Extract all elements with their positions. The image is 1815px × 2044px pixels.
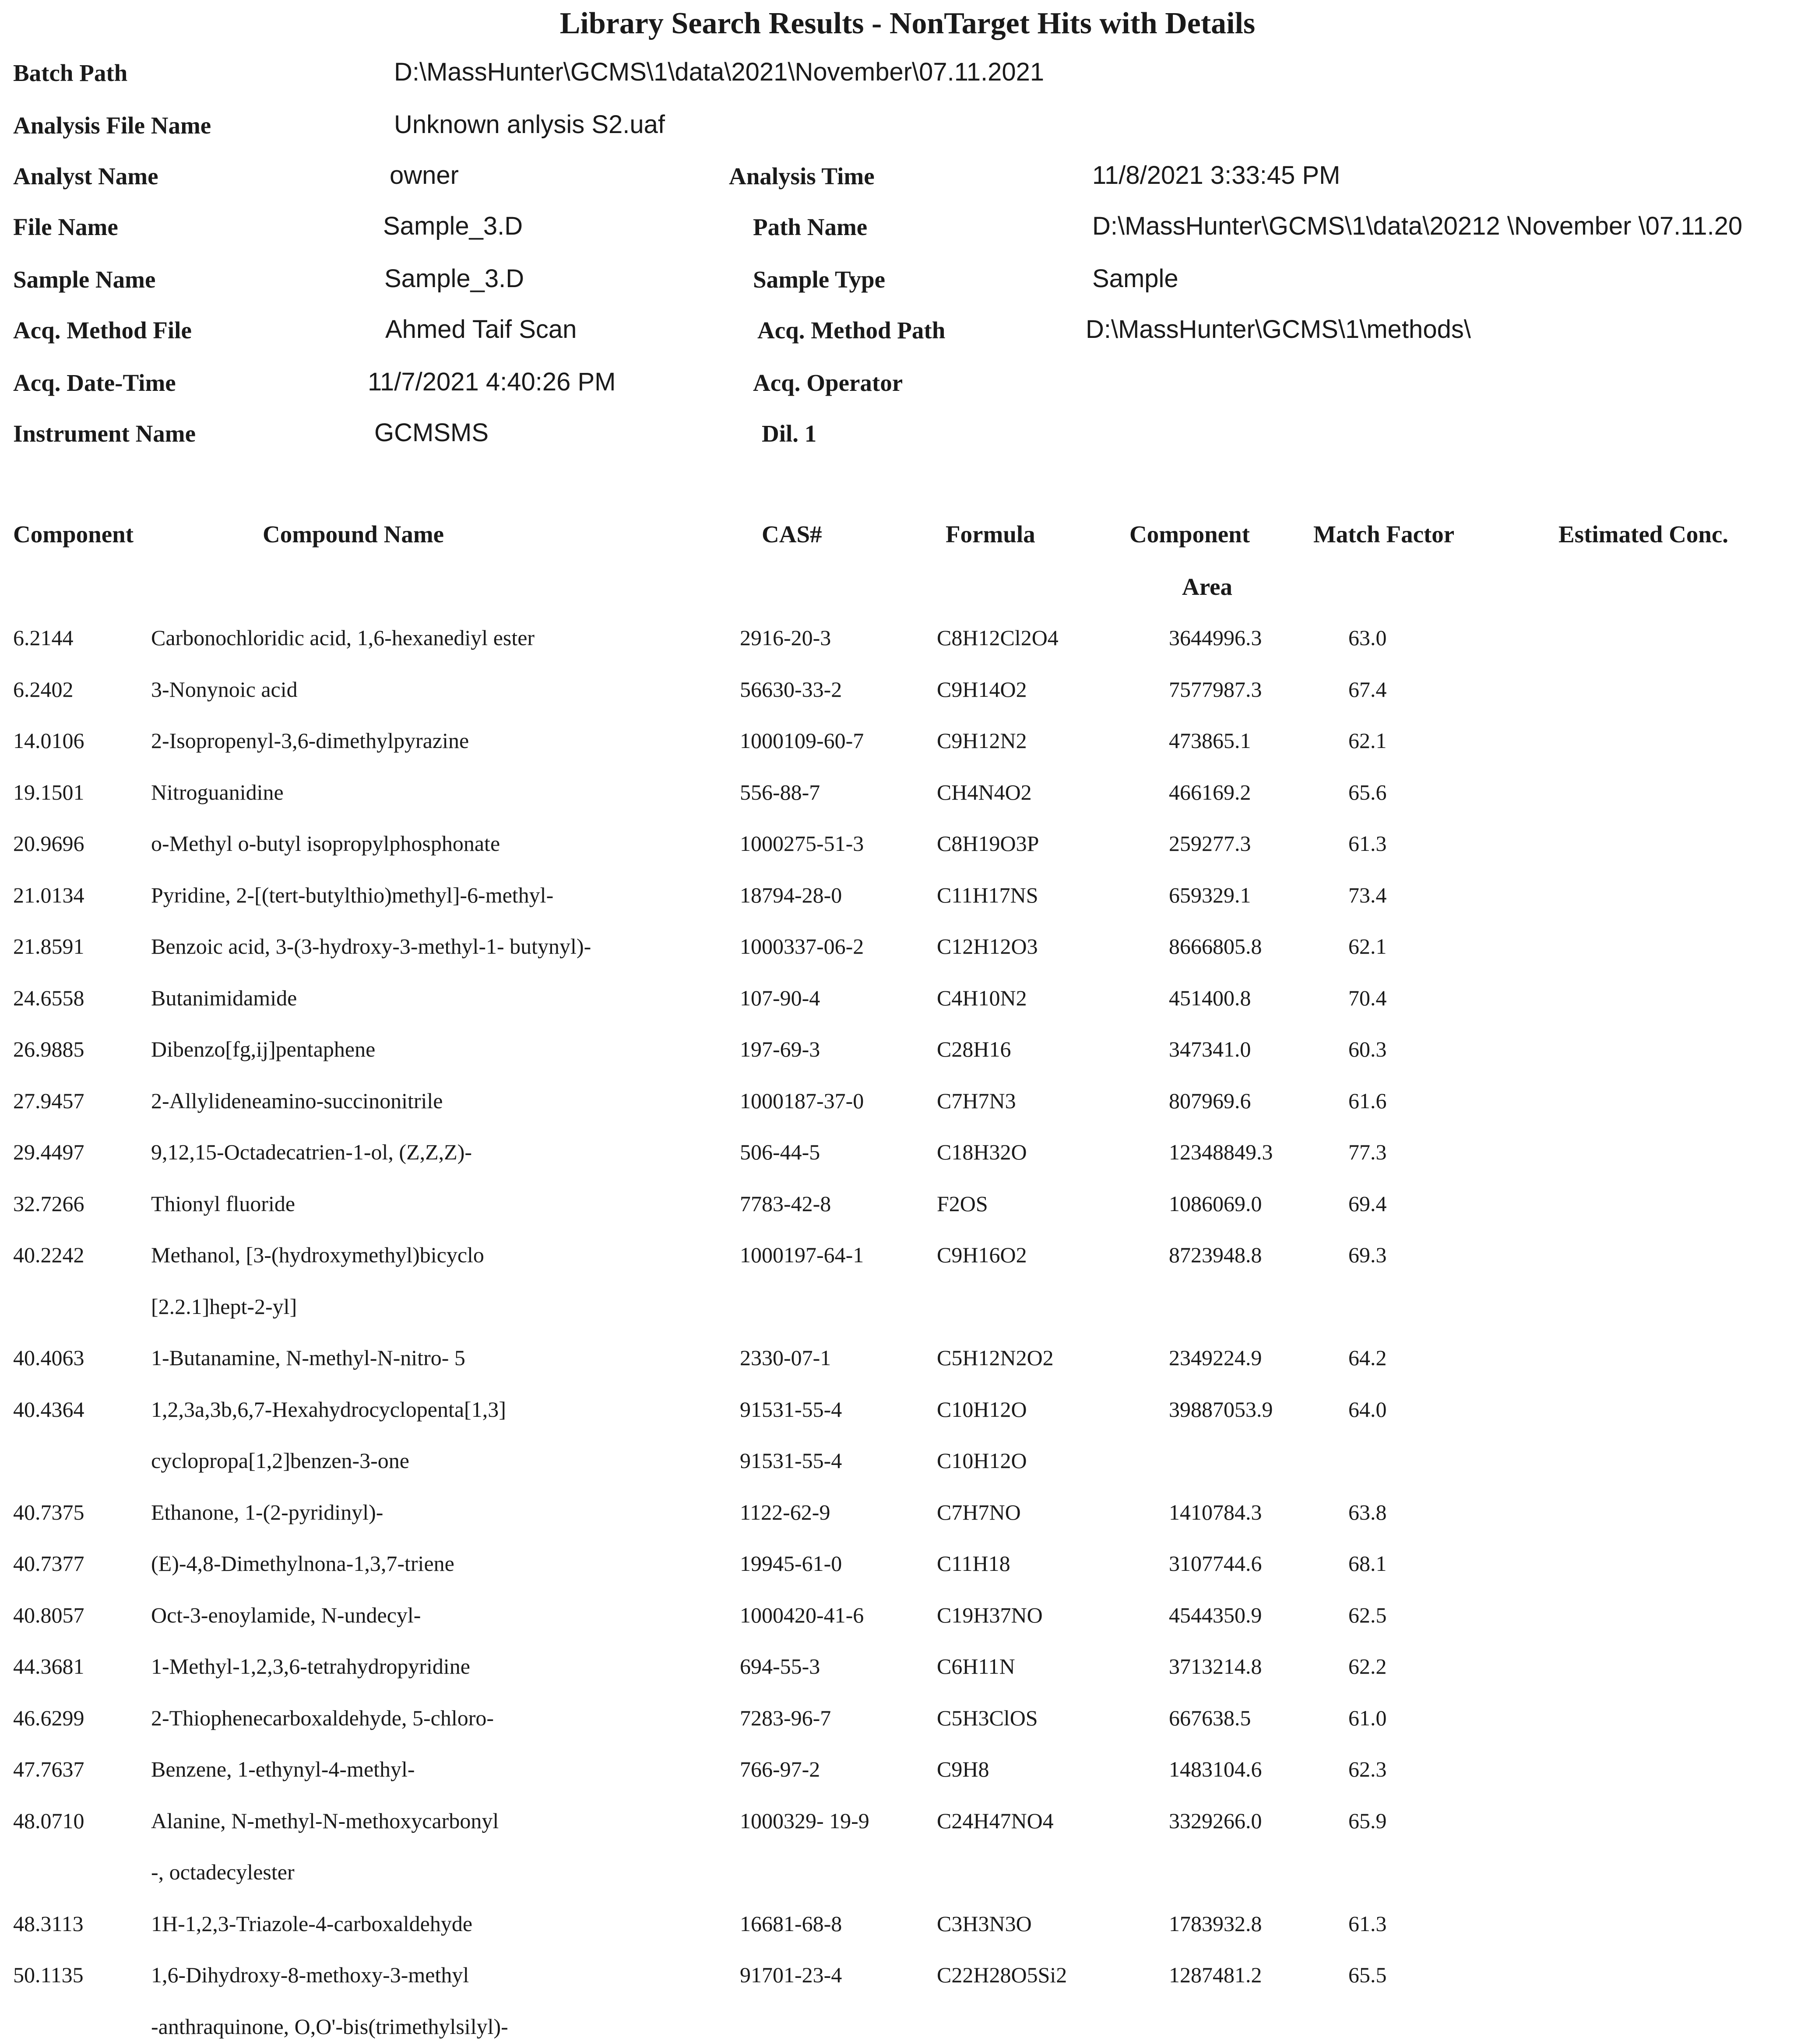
header-cas: CAS# (762, 521, 822, 548)
cell-cas: 91531-55-4 (740, 1397, 842, 1422)
cell-retention-time: 47.7637 (13, 1757, 84, 1781)
cell-area: 451400.8 (1169, 986, 1251, 1010)
sample-type-label: Sample Type (753, 266, 886, 293)
cell-cas: 16681-68-8 (740, 1911, 842, 1936)
cell-area: 3329266.0 (1169, 1809, 1262, 1833)
cell-retention-time: 40.4364 (13, 1397, 84, 1422)
file-name-label: File Name (13, 214, 118, 240)
cell-area: 4544350.9 (1169, 1603, 1262, 1627)
cell-cas: 1000337-06-2 (740, 934, 864, 959)
cell-area: 8666805.8 (1169, 934, 1262, 959)
cell-formula: C28H16 (937, 1037, 1011, 1061)
cell-cas: 1000109-60-7 (740, 728, 864, 753)
cell-compound-name: 1,2,3a,3b,6,7-Hexahydrocyclopenta[1,3] (151, 1397, 506, 1422)
header-area: Area (1182, 573, 1233, 600)
cell-formula: C24H47NO4 (937, 1809, 1054, 1833)
batch-path-value: D:\MassHunter\GCMS\1\data\2021\November\07.11.2021 (394, 58, 1045, 86)
cell-match-factor: 69.4 (1348, 1191, 1387, 1216)
cell-retention-time: 19.1501 (13, 780, 84, 804)
cell-retention-time: 40.7377 (13, 1551, 84, 1576)
cell-match-factor: 61.0 (1348, 1706, 1387, 1730)
analyst-label: Analyst Name (13, 163, 158, 190)
analyst-value: owner (390, 161, 459, 190)
cell-compound-name: Benzene, 1-ethynyl-4-methyl- (151, 1757, 415, 1781)
header-component-area: Component (1129, 521, 1250, 548)
header-estimated-conc: Estimated Conc. (1558, 521, 1729, 548)
analysis-file-value: Unknown anlysis S2.uaf (394, 110, 665, 139)
cell-compound-name: 2-Allylideneamino-succinonitrile (151, 1089, 443, 1113)
cell-match-factor: 61.3 (1348, 1911, 1387, 1936)
cell-area: 2349224.9 (1169, 1345, 1262, 1370)
cell-cas: 766-97-2 (740, 1757, 820, 1781)
cell-retention-time: 46.6299 (13, 1706, 84, 1730)
cell-formula: C7H7N3 (937, 1089, 1016, 1113)
cell-formula: C5H12N2O2 (937, 1345, 1054, 1370)
cell-area: 473865.1 (1169, 728, 1251, 753)
cell-compound-name: Butanimidamide (151, 986, 297, 1010)
cell-cas: 91531-55-4 (740, 1448, 842, 1473)
analysis-file-label: Analysis File Name (13, 112, 211, 139)
cell-compound-name: 1,6-Dihydroxy-8-methoxy-3-methyl (151, 1963, 469, 1987)
cell-cas: 7283-96-7 (740, 1706, 831, 1730)
cell-match-factor: 67.4 (1348, 677, 1387, 702)
cell-compound-name: 1-Methyl-1,2,3,6-tetrahydropyridine (151, 1654, 470, 1679)
cell-cas: 506-44-5 (740, 1140, 820, 1164)
cell-cas: 19945-61-0 (740, 1551, 842, 1576)
cell-area: 1783932.8 (1169, 1911, 1262, 1936)
cell-compound-name: Dibenzo[fg,ij]pentaphene (151, 1037, 376, 1061)
cell-formula: C3H3N3O (937, 1911, 1032, 1936)
cell-formula: C6H11N (937, 1654, 1015, 1679)
cell-cas: 694-55-3 (740, 1654, 820, 1679)
cell-compound-name: 2-Isopropenyl-3,6-dimethylpyrazine (151, 728, 469, 753)
cell-cas: 2330-07-1 (740, 1345, 831, 1370)
cell-area: 1287481.2 (1169, 1963, 1262, 1987)
cell-area: 347341.0 (1169, 1037, 1251, 1061)
cell-match-factor: 73.4 (1348, 883, 1387, 907)
cell-compound-name: cyclopropa[1,2]benzen-3-one (151, 1448, 409, 1473)
cell-formula: C11H17NS (937, 883, 1038, 907)
cell-retention-time: 14.0106 (13, 728, 84, 753)
cell-match-factor: 64.2 (1348, 1345, 1387, 1370)
cell-area: 1483104.6 (1169, 1757, 1262, 1781)
cell-match-factor: 65.6 (1348, 780, 1387, 804)
cell-cas: 7783-42-8 (740, 1191, 831, 1216)
cell-compound-name: 1-Butanamine, N-methyl-N-nitro- 5 (151, 1345, 465, 1370)
cell-formula: C8H19O3P (937, 831, 1039, 856)
cell-retention-time: 40.7375 (13, 1500, 84, 1524)
cell-compound-name: -, octadecylester (151, 1860, 295, 1884)
cell-formula: C8H12Cl2O4 (937, 625, 1059, 650)
cell-formula: F2OS (937, 1191, 988, 1216)
acq-method-file-value: Ahmed Taif Scan (385, 315, 577, 344)
cell-cas: 197-69-3 (740, 1037, 820, 1061)
cell-compound-name: Oct-3-enoylamide, N-undecyl- (151, 1603, 421, 1627)
cell-formula: C9H14O2 (937, 677, 1027, 702)
sample-name-value: Sample_3.D (384, 264, 524, 293)
file-name-value: Sample_3.D (383, 212, 523, 240)
instrument-value: GCMSMS (374, 418, 489, 447)
cell-compound-name: 1H-1,2,3-Triazole-4-carboxaldehyde (151, 1911, 473, 1936)
header-match-factor: Match Factor (1313, 521, 1455, 548)
acq-method-file-label: Acq. Method File (13, 317, 192, 344)
cell-match-factor: 62.1 (1348, 728, 1387, 753)
cell-match-factor: 62.5 (1348, 1603, 1387, 1627)
cell-cas: 1000275-51-3 (740, 831, 864, 856)
acq-datetime-value: 11/7/2021 4:40:26 PM (368, 368, 616, 396)
cell-area: 466169.2 (1169, 780, 1251, 804)
cell-match-factor: 62.2 (1348, 1654, 1387, 1679)
cell-compound-name: 3-Nonynoic acid (151, 677, 298, 702)
analysis-time-value: 11/8/2021 3:33:45 PM (1092, 161, 1340, 190)
cell-formula: CH4N4O2 (937, 780, 1032, 804)
cell-match-factor: 65.9 (1348, 1809, 1387, 1833)
cell-formula: C10H12O (937, 1397, 1027, 1422)
cell-compound-name: Ethanone, 1-(2-pyridinyl)- (151, 1500, 383, 1524)
acq-operator-label: Acq. Operator (753, 369, 903, 396)
cell-match-factor: 60.3 (1348, 1037, 1387, 1061)
cell-retention-time: 50.1135 (13, 1963, 84, 1987)
cell-formula: C5H3ClOS (937, 1706, 1038, 1730)
cell-compound-name: Pyridine, 2-[(tert-butylthio)methyl]-6-methyl- (151, 883, 554, 907)
cell-formula: C9H16O2 (937, 1243, 1027, 1267)
cell-retention-time: 24.6558 (13, 986, 84, 1010)
cell-area: 3713214.8 (1169, 1654, 1262, 1679)
cell-compound-name: Carbonochloridic acid, 1,6-hexanediyl ester (151, 625, 535, 650)
cell-compound-name: -anthraquinone, O,O'-bis(trimethylsilyl)- (151, 2014, 508, 2039)
cell-match-factor: 68.1 (1348, 1551, 1387, 1576)
cell-compound-name: Methanol, [3-(hydroxymethyl)bicyclo (151, 1243, 484, 1267)
cell-formula: C12H12O3 (937, 934, 1038, 959)
cell-area: 12348849.3 (1169, 1140, 1273, 1164)
cell-compound-name: 9,12,15-Octadecatrien-1-ol, (Z,Z,Z)- (151, 1140, 472, 1164)
cell-retention-time: 48.3113 (13, 1911, 84, 1936)
cell-formula: C10H12O (937, 1448, 1027, 1473)
cell-compound-name: Nitroguanidine (151, 780, 284, 804)
cell-compound-name: o-Methyl o-butyl isopropylphosphonate (151, 831, 500, 856)
cell-area: 8723948.8 (1169, 1243, 1262, 1267)
cell-area: 259277.3 (1169, 831, 1251, 856)
cell-match-factor: 70.4 (1348, 986, 1387, 1010)
cell-formula: C22H28O5Si2 (937, 1963, 1067, 1987)
cell-compound-name: (E)-4,8-Dimethylnona-1,3,7-triene (151, 1551, 454, 1576)
sample-name-label: Sample Name (13, 266, 156, 293)
cell-compound-name: Alanine, N-methyl-N-methoxycarbonyl (151, 1809, 499, 1833)
path-name-value: D:\MassHunter\GCMS\1\data\20212 \November \07.11.20 (1092, 212, 1743, 240)
cell-match-factor: 69.3 (1348, 1243, 1387, 1267)
cell-area: 7577987.3 (1169, 677, 1262, 702)
cell-cas: 18794-28-0 (740, 883, 842, 907)
cell-match-factor: 64.0 (1348, 1397, 1387, 1422)
instrument-label: Instrument Name (13, 420, 196, 447)
cell-compound-name: Thionyl fluoride (151, 1191, 295, 1216)
cell-area: 807969.6 (1169, 1089, 1251, 1113)
header-component: Component (13, 521, 134, 548)
cell-formula: C18H32O (937, 1140, 1027, 1164)
cell-area: 667638.5 (1169, 1706, 1251, 1730)
cell-cas: 1000420-41-6 (740, 1603, 864, 1627)
cell-retention-time: 40.4063 (13, 1345, 84, 1370)
cell-retention-time: 20.9696 (13, 831, 84, 856)
cell-area: 659329.1 (1169, 883, 1251, 907)
cell-formula: C9H12N2 (937, 728, 1027, 753)
sample-type-value: Sample (1092, 264, 1178, 293)
cell-area: 39887053.9 (1169, 1397, 1273, 1422)
cell-cas: 2916-20-3 (740, 625, 831, 650)
batch-path-label: Batch Path (13, 60, 128, 86)
acq-datetime-label: Acq. Date-Time (13, 369, 176, 396)
cell-retention-time: 21.0134 (13, 883, 84, 907)
cell-area: 1410784.3 (1169, 1500, 1262, 1524)
path-name-label: Path Name (753, 214, 868, 240)
cell-match-factor: 62.3 (1348, 1757, 1387, 1781)
cell-formula: C19H37NO (937, 1603, 1043, 1627)
cell-cas: 1122-62-9 (740, 1500, 830, 1524)
cell-area: 3107744.6 (1169, 1551, 1262, 1576)
acq-method-path-value: D:\MassHunter\GCMS\1\methods\ (1086, 315, 1471, 344)
cell-match-factor: 63.8 (1348, 1500, 1387, 1524)
cell-match-factor: 62.1 (1348, 934, 1387, 959)
header-compound-name: Compound Name (263, 521, 444, 548)
cell-cas: 91701-23-4 (740, 1963, 842, 1987)
cell-formula: C7H7NO (937, 1500, 1021, 1524)
cell-retention-time: 32.7266 (13, 1191, 84, 1216)
cell-area: 3644996.3 (1169, 625, 1262, 650)
cell-match-factor: 65.5 (1348, 1963, 1387, 1987)
cell-retention-time: 48.0710 (13, 1809, 84, 1833)
cell-match-factor: 63.0 (1348, 625, 1387, 650)
cell-retention-time: 27.9457 (13, 1089, 84, 1113)
cell-retention-time: 26.9885 (13, 1037, 84, 1061)
cell-cas: 1000329- 19-9 (740, 1809, 869, 1833)
acq-method-path-label: Acq. Method Path (757, 317, 946, 344)
dilution-label: Dil. 1 (762, 420, 817, 447)
cell-retention-time: 40.8057 (13, 1603, 84, 1627)
analysis-time-label: Analysis Time (729, 163, 875, 190)
cell-cas: 1000197-64-1 (740, 1243, 864, 1267)
report-title: Library Search Results - NonTarget Hits with Details (559, 7, 1256, 40)
cell-compound-name: Benzoic acid, 3-(3-hydroxy-3-methyl-1- butynyl)- (151, 934, 591, 959)
cell-retention-time: 29.4497 (13, 1140, 84, 1164)
cell-compound-name: [2.2.1]hept-2-yl] (151, 1294, 297, 1319)
cell-cas: 1000187-37-0 (740, 1089, 864, 1113)
cell-retention-time: 6.2402 (13, 677, 74, 702)
cell-formula: C4H10N2 (937, 986, 1027, 1010)
header-formula: Formula (946, 521, 1035, 548)
cell-cas: 556-88-7 (740, 780, 820, 804)
cell-retention-time: 6.2144 (13, 625, 74, 650)
cell-formula: C9H8 (937, 1757, 989, 1781)
cell-compound-name: 2-Thiophenecarboxaldehyde, 5-chloro- (151, 1706, 494, 1730)
cell-retention-time: 40.2242 (13, 1243, 84, 1267)
cell-cas: 56630-33-2 (740, 677, 842, 702)
cell-formula: C11H18 (937, 1551, 1010, 1576)
cell-match-factor: 61.6 (1348, 1089, 1387, 1113)
cell-area: 1086069.0 (1169, 1191, 1262, 1216)
cell-retention-time: 21.8591 (13, 934, 84, 959)
cell-retention-time: 44.3681 (13, 1654, 84, 1679)
cell-match-factor: 77.3 (1348, 1140, 1387, 1164)
cell-match-factor: 61.3 (1348, 831, 1387, 856)
cell-cas: 107-90-4 (740, 986, 820, 1010)
